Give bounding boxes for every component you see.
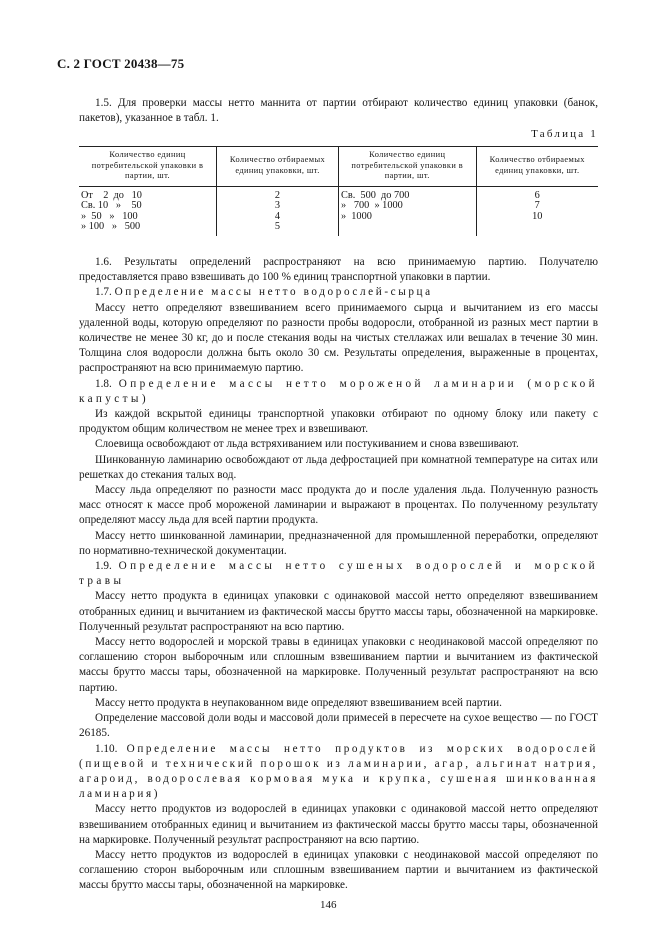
paragraph-1-8-heading <box>79 377 598 407</box>
table-row <box>79 222 598 236</box>
table-header-cell: Количество единиц потребительской упаковки в партии, шт. <box>79 147 217 187</box>
paragraph-1-9-heading <box>79 559 598 589</box>
paragraph-1-9-a: Массу нетто продукта в единицах упаковки с одинаковой массой нетто определяют взвешиванием отобранных единиц и вычитанием из фактической массы брутто массы тары, обозначенной на маркировке. Полученный результат распространяют на всю партию. <box>79 590 598 633</box>
clause-number: 1.7. <box>95 286 112 299</box>
table-header-cell: Количество отбираемых единиц упаковки, шт. <box>217 147 339 187</box>
table-row <box>79 186 598 201</box>
section-1-5 <box>79 96 598 126</box>
table-cell: » 50 » 100 <box>81 210 138 222</box>
table-cell: 6 <box>476 186 598 201</box>
table-cell: 4 <box>217 212 339 223</box>
paragraph-1-9-d: Определение массовой доли воды и массовой доли примесей в пересчете на сухое вещество — по ГОСТ 26185. <box>79 712 598 740</box>
main-text <box>79 255 598 894</box>
paragraph-1-6: 1.6. Результаты определений распространяют на всю принимаемую партию. Получателю предоставляется право взвешивать до 100 % единиц транспортной упаковки в партии. <box>79 256 598 284</box>
table-cell: 2 <box>217 186 339 201</box>
table-cell: 7 <box>476 201 598 212</box>
paragraph-1-7-heading <box>79 285 598 300</box>
clause-title: Определение массы нетто водорослей-сырца <box>114 286 433 299</box>
page-header: С. 2 ГОСТ 20438—75 <box>57 56 185 71</box>
table-caption: Таблица 1 <box>531 128 598 140</box>
paragraph-1-7: Массу нетто определяют взвешиванием всего принимаемого сырца и вычитанием из его массы удаленной воды, которую определяют по разности пробы водоросли, отобранной из разных мест партии в количестве не менее 30 кг, до и после стекания воды на чистых стеллажах или вешалах в течение 30 мин. Толщина слоя водоросли должна быть около 30 см. Результаты определения, выраженные в процентах, распространяют на всю принимаемую партию. <box>79 301 598 375</box>
paragraph-1-10-a: Массу нетто продуктов из водорослей в единицах упаковки с одинаковой массой нетто определяют взвешиванием отобранных единиц и вычитанием из фактической массы брутто массы тары, обозначенной на маркировке. Полученный результат распространяют на всю партию. <box>79 803 598 846</box>
paragraph-1-8-e: Массу нетто шинкованной ламинарии, предназначенной для промышленной переработки, определяют по нормативно-технической документации. <box>79 529 598 557</box>
clause-title: Определение массы нетто продуктов из морских водорослей (пищевой и технический порошок из ламинарии, агар, альгинат натрия, агароид, водорослевая кормовая мука и крупка, сушеная шинкованная ламинария) <box>79 742 598 801</box>
table-cell: » 700 » 1000 <box>338 201 476 212</box>
table-cell <box>476 222 598 236</box>
table-cell: Св. 500 до 700 <box>338 186 476 201</box>
sample-table <box>79 146 598 236</box>
table-cell: 5 <box>217 222 339 236</box>
table-row <box>79 201 598 212</box>
table-row <box>79 212 598 223</box>
paragraph-1-9-b: Массу нетто водорослей и морской травы в единицах упаковки с неодинаковой массой определяют по соглашению сторон выборочным или сплошным взвешиванием партии и вычитанием из фактической массы брутто массы тары, обозначенной на маркировке. Полученный результат распространяют на всю партию. <box>79 636 598 694</box>
clause-title: Определение массы нетто мороженой ламинарии (морской капусты) <box>79 377 598 405</box>
table-header-row <box>79 147 598 187</box>
paragraph-1-8-c: Шинкованную ламинарию освобождают от льда дефростацией при комнатной температуре на ситах или решетках до стекания талых вод. <box>79 453 598 481</box>
paragraph-1-10-heading <box>79 742 598 803</box>
table-header-cell: Количество единиц потребительской упаковки в партии, шт. <box>338 147 476 187</box>
table-cell <box>338 222 476 236</box>
paragraph-1-8-d: Массу льда определяют по разности масс продукта до и после удаления льда. Полученную разность масс относят к массе проб мороженой ламинарии и выражают в процентах. По полученному результату определяют массу льда для всей партии продукта. <box>79 484 598 527</box>
table-cell: 10 <box>476 212 598 223</box>
table-cell: » 100 » 500 <box>81 221 141 233</box>
clause-number: 1.10. <box>95 742 118 755</box>
paragraph-1-5: 1.5. Для проверки массы нетто маннита от партии отбирают количество единиц упаковки (банок, пакетов), указанное в табл. 1. <box>79 97 598 125</box>
paragraph-1-10-b: Массу нетто продуктов из водорослей в единицах упаковки с неодинаковой массой определяют по соглашению сторон выборочным или сплошным взвешиванием партии и вычитанием из фактической массы брутто массы тары, обозначенной на маркировке. <box>79 848 598 892</box>
table-cell: Св. 10 » 50 <box>81 200 142 212</box>
table-cell: » 1000 <box>338 212 476 223</box>
clause-number: 1.8. <box>95 377 112 390</box>
table-header-cell: Количество отбираемых единиц упаковки, шт. <box>476 147 598 187</box>
paragraph-1-8-b: Слоевища освобождают от льда встряхиванием или постукиванием и снова взвешивают. <box>95 438 519 451</box>
paragraph-1-8-a: Из каждой вскрытой единицы транспортной упаковки отбирают по одному блоку или пакету с продуктом общим количеством не менее трех и взвешивают. <box>79 408 598 436</box>
clause-number: 1.9. <box>95 560 112 573</box>
table-cell: От 2 до 10 <box>81 189 142 201</box>
page-number: 146 <box>320 899 337 911</box>
table-cell: 3 <box>217 201 339 212</box>
clause-title: Определение массы нетто сушеных водорослей и морской травы <box>79 560 599 588</box>
paragraph-1-9-c: Массу нетто продукта в неупакованном виде определяют взвешиванием всей партии. <box>95 696 502 709</box>
